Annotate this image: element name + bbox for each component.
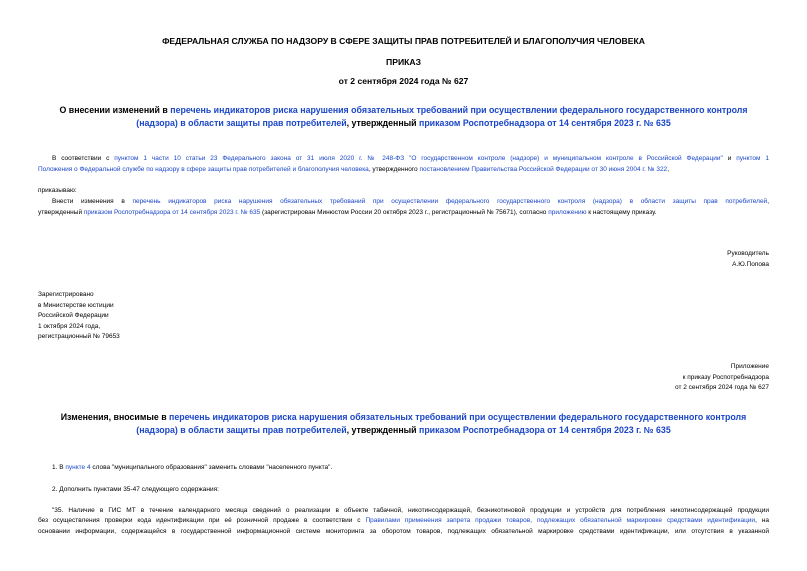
order-text: Внести изменения в <box>52 198 133 205</box>
item-2: 2. Дополнить пунктами 35-47 следующего содержания: <box>52 486 219 493</box>
point-1-link[interactable]: пунктом 1 <box>736 155 770 162</box>
indicator-list-link-3-cont[interactable]: (надзора) в области защиты прав потребителей <box>136 424 347 435</box>
appendix-line: к приказу Роспотребнадзора <box>682 373 769 381</box>
order-text: утвержденный <box>38 209 84 216</box>
order-text: (зарегистрирован Минюстом России 20 октября 2023 г., регистрационный № 75671), согласно <box>260 209 549 216</box>
appendix-line: от 2 сентября 2024 года № 627 <box>674 384 769 392</box>
changes-title-line-1 <box>0 411 807 424</box>
title-line-1 <box>0 104 807 117</box>
title-line-2 <box>0 117 807 130</box>
order-635-link-2[interactable]: приказом Роспотребнадзора от 14 сентября 2023 г. № 635 <box>83 209 261 216</box>
changes-title-line-2 <box>0 424 807 437</box>
registration-line: Российской Федерации <box>38 312 109 320</box>
item-35-line-3 <box>38 527 769 538</box>
changes-title <box>0 411 807 436</box>
item-35-text: , на <box>755 517 769 524</box>
indicator-list-link[interactable]: перечень индикаторов риска нарушения обязательных требований при осуществлении федерального государственного контроля <box>170 105 748 115</box>
title-text: , утвержденный <box>346 117 419 128</box>
item-1-text: слова "муниципального образования" заменить словами "населенного пункта". <box>90 464 333 471</box>
signature-position: Руководитель <box>727 250 769 257</box>
basis-text: В соответствии с <box>52 155 115 162</box>
document-date: от 2 сентября 2024 года № 627 <box>338 76 469 86</box>
regulation-link[interactable]: Положения о Федеральной службе по надзору в сфере защиты прав потребителей и благополучия человека <box>38 166 369 173</box>
government-decree-322-link[interactable]: постановлением Правительства Российской Федерации от 30 июня 2004 г. № 322 <box>419 166 668 173</box>
basis-text: и <box>722 155 737 162</box>
basis-text: , <box>667 166 669 173</box>
indicator-list-link-3[interactable]: перечень индикаторов риска нарушения обязательных требований при осуществлении федерального государственного контроля <box>169 412 747 422</box>
title-text: О внесении изменений в <box>59 105 171 115</box>
federal-law-248-link[interactable]: пунктом 1 части 10 статьи 23 Федерального закона от 31 июля 2020 г. № 248-ФЗ "О государственном контроле (надзоре) и муниципальном контроле в Российской Федерации" <box>114 155 723 162</box>
point-4-link[interactable]: пункте 4 <box>65 464 91 471</box>
registration-line: регистрационный № 79653 <box>38 333 120 341</box>
signature-name: А.Ю.Попова <box>732 261 769 268</box>
item-35-line-1: "35. Наличие в ГИС МТ в течение календарного месяца сведений о реализации в объекте табачной, никотинсодержащей, безникотиновой продукции и устройств для потребления никотинсодержащей продукции <box>52 507 769 514</box>
appendix-link[interactable]: приложению <box>548 209 587 216</box>
appendix-line: Приложение <box>730 363 769 370</box>
item-35-text: основании информации, содержащейся в государственной информационной системе мониторинга за оборотом товаров, подлежащих обязательной маркировке средствами идентификации <box>38 528 668 535</box>
registration-line: в Министерстве юстиции <box>38 301 114 309</box>
item-35-text: , или отсутствия в указанной <box>667 528 770 535</box>
order-635-link[interactable]: приказом Роспотребнадзора от 14 сентября 2023 г. № 635 <box>419 117 671 128</box>
indicator-list-link-2[interactable]: перечень индикаторов риска нарушения обязательных требований при осуществлении федерального государственного контроля (надзора) в области защиты прав потребителей <box>132 198 768 205</box>
registration-line: 1 октября 2024 года, <box>38 322 101 330</box>
basis-line-1 <box>38 154 769 165</box>
order-text: к настоящему приказу. <box>586 209 657 216</box>
order-word: приказываю: <box>38 187 77 194</box>
changes-title-text: Изменения, вносимые в <box>60 412 170 422</box>
document-title <box>0 104 807 129</box>
order-text: , <box>767 198 769 205</box>
appendix-block <box>675 362 769 394</box>
item-35-text: без осуществления проверки кода идентификации при её розничной продаже в соответствии с <box>38 517 366 524</box>
registration-line: Зарегистрировано <box>38 291 94 298</box>
order-635-link-3[interactable]: приказом Роспотребнадзора от 14 сентября 2023 г. № 635 <box>419 424 671 435</box>
document-type: ПРИКАЗ <box>386 57 421 67</box>
order-line-1 <box>38 197 769 208</box>
indicator-list-link-cont[interactable]: (надзора) в области защиты прав потребителей <box>136 117 347 128</box>
order-line-2 <box>38 208 657 219</box>
registration-block <box>38 290 120 343</box>
agency-name: ФЕДЕРАЛЬНАЯ СЛУЖБА ПО НАДЗОРУ В СФЕРЕ ЗАЩИТЫ ПРАВ ПОТРЕБИТЕЛЕЙ И БЛАГОПОЛУЧИЯ ЧЕЛОВЕКА <box>162 36 645 46</box>
item-1-text: 1. В <box>52 464 66 471</box>
item-1 <box>52 463 332 474</box>
item-35-line-2 <box>38 516 769 527</box>
basis-line-2 <box>38 165 669 176</box>
changes-title-text: , утвержденный <box>346 424 419 435</box>
labeling-rules-link[interactable]: Правилами применения запрета продажи товаров, подлежащих обязательной маркировке средствами идентификации <box>365 517 756 524</box>
basis-text: , утвержденного <box>368 166 420 173</box>
